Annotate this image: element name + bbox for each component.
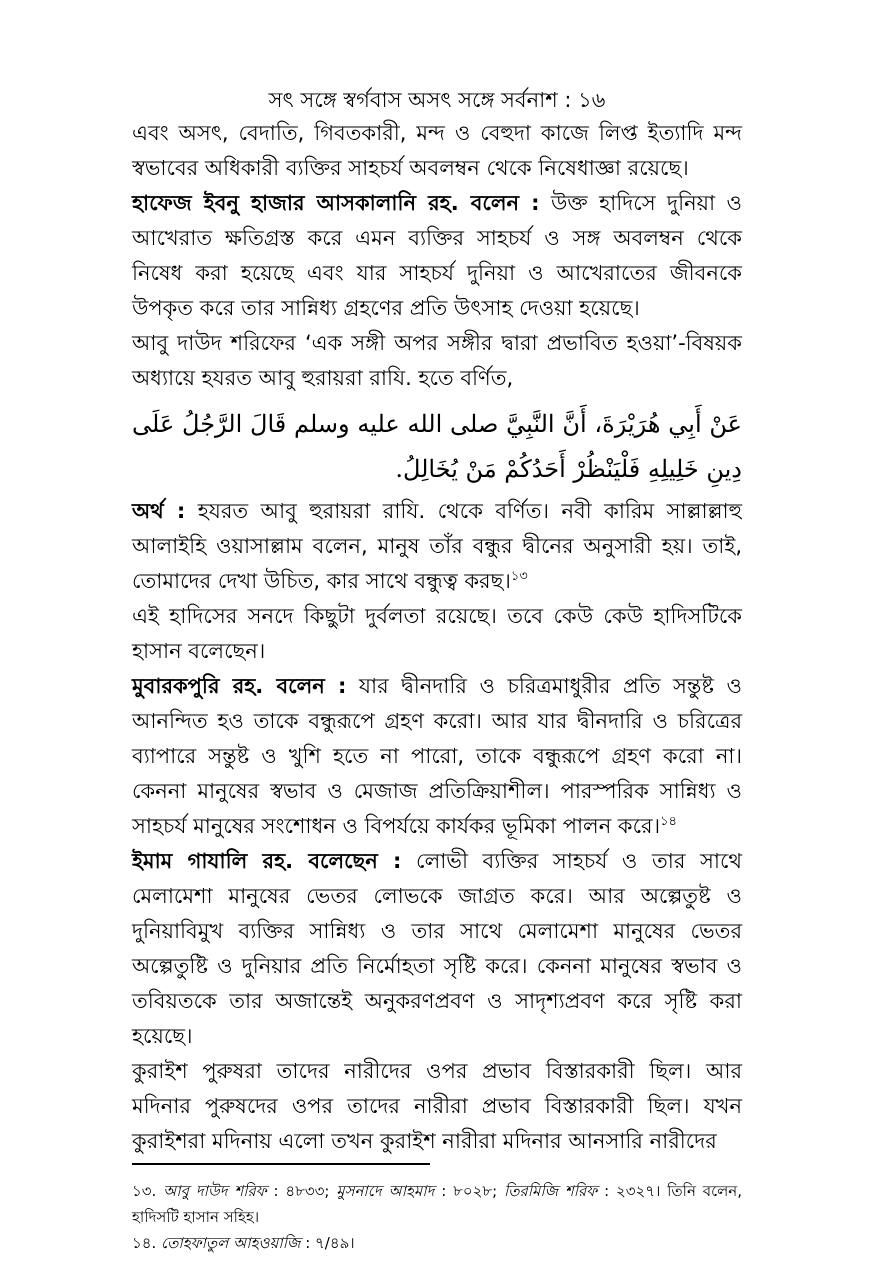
footnote-13	[132, 1178, 742, 1230]
paragraph-8: কুরাইশ পুরুষরা তাদের নারীদের ওপর প্রভাব বিস্তারকারী ছিল। আর মদিনার পুরুষদের ওপর তাদের নারীরা প্রভাব বিস্তারকারী ছিল। যখন কুরাইশরা মদিনায় এলো তখন কুরাইশ নারীরা মদিনার আনসারি নারীদের	[132, 1059, 742, 1153]
footnotes	[132, 1178, 742, 1256]
paragraph-7-lead: ইমাম গাযালি রহ. বলেছেন :	[132, 849, 402, 873]
page-body	[132, 86, 742, 1159]
paragraph-1: এবং অসৎ, বেদাতি, গিবতকারী, মন্দ ও বেহুদা কাজে লিপ্ত ইত্যাদি মন্দ স্বভাবের অধিকারী ব্যক্তির সাহচর্য অবলম্বন থেকে নিষেধাজ্ঞা রয়েছে।	[132, 121, 742, 180]
footnote-14-number: ১৪.	[132, 1234, 157, 1252]
paragraph-7	[132, 844, 742, 1054]
footnote-14-source: তোহফাতুল আহওয়াজি	[161, 1234, 301, 1252]
paragraph-2	[132, 186, 742, 326]
paragraph-7-text: লোভী ব্যক্তির সাহচর্য ও তার সাথে মেলামেশা মানুষের ভেতর লোভকে জাগ্রত করে। আর অল্পেতুষ্ট ও দুনিয়াবিমুখ ব্যক্তির সান্নিধ্য ও তার সাথে মেলামেশা মানুষের ভেতর অল্পেতুষ্টি ও দুনিয়ার প্রতি নির্মোহতা সৃষ্টি করে। কেননা মানুষের স্বভাব ও তবিয়তকে তার অজান্তেই অনুকরণপ্রবণ ও সাদৃশ্যপ্রবণ করে সৃষ্টি করা হয়েছে।	[132, 849, 742, 1048]
footnote-14-ref: : ৭/৪৯।	[300, 1234, 355, 1252]
paragraph-4	[132, 494, 742, 599]
arabic-hadith: عَنْ أَبِي هُرَيْرَةَ، أَنَّ النَّبِيَّ صلى الله عليه وسلم قَالَ الرَّجُلُ عَلَى دِينِ خَلِيلِهِ فَلْيَنْظُرْ أَحَدُكُمْ مَنْ يُخَالِلُ.	[132, 410, 742, 483]
footnote-14	[132, 1230, 742, 1256]
paragraph-2-text: উক্ত হাদিসে দুনিয়া ও আখেরাত ক্ষতিগ্রস্ত করে এমন ব্যক্তির সাহচর্য ও সঙ্গ অবলম্বন থেকে নিষেধ করা হয়েছে এবং যার সাহচর্য দুনিয়া ও আখেরাতের জীবনকে উপকৃত করে তার সান্নিধ্য গ্রহণের প্রতি উৎসাহ দেওয়া হয়েছে।	[132, 191, 742, 320]
footnote-ref-13: ১৩	[510, 569, 528, 584]
paragraph-6	[132, 669, 742, 844]
footnote-divider	[132, 1163, 430, 1165]
paragraph-6-lead: মুবারকপুরি রহ. বলেন :	[132, 674, 347, 698]
footnote-13-ref-2: : ৮০২৮;	[434, 1182, 504, 1200]
paragraph-4-lead: অর্থ :	[132, 499, 186, 523]
paragraph-2-lead: হাফেজ ইবনু হাজার আসকালানি রহ. বলেন :	[132, 191, 540, 215]
footnote-13-ref-1: : ৪৮৩৩;	[266, 1182, 337, 1200]
footnote-13-number: ১৩.	[132, 1182, 157, 1200]
paragraph-3: আবু দাউদ শরিফের ‘এক সঙ্গী অপর সঙ্গীর দ্বারা প্রভাবিত হওয়া’-বিষয়ক অধ্যায়ে হযরত আবু হুরায়রা রাযি. হতে বর্ণিত,	[132, 331, 742, 390]
paragraph-6-text: যার দ্বীনদারি ও চরিত্রমাধুরীর প্রতি সন্তুষ্ট ও আনন্দিত হও তাকে বন্ধুরূপে গ্রহণ করো। আর যার দ্বীনদারি ও চরিত্রের ব্যাপারে সন্তুষ্ট ও খুশি হতে না পারো, তাকে বন্ধুরূপে গ্রহণ করো না। কেননা মানুষের স্বভাব ও মেজাজ প্রতিক্রিয়াশীল। পারস্পরিক সান্নিধ্য ও সাহচর্য মানুষের সংশোধন ও বিপর্যয়ে কার্যকর ভূমিকা পালন করে।	[132, 674, 742, 838]
footnote-13-source-3: তিরমিজি শরিফ	[503, 1182, 598, 1200]
footnote-ref-14: ১৪	[660, 814, 677, 829]
footnote-13-source-2: মুসনাদে আহমাদ	[336, 1182, 435, 1200]
paragraph-5: এই হাদিসের সনদে কিছুটা দুর্বলতা রয়েছে। তবে কেউ কেউ হাদিসটিকে হাসান বলেছেন।	[132, 604, 742, 663]
footnote-13-ref-3: : ২৩২৭। তিনি বলেন, হাদিসটি হাসান সহিহ।	[132, 1182, 743, 1226]
paragraph-4-text: হযরত আবু হুরায়রা রাযি. থেকে বর্ণিত। নবী কারিম সাল্লাল্লাহু আলাইহি ওয়াসাল্লাম বলেন, মানুষ তাঁর বন্ধুর দ্বীনের অনুসারী হয়। তাই, তোমাদের দেখা উচিত, কার সাথে বন্ধুত্ব করছ।	[132, 499, 743, 593]
footnote-13-source-1: আবু দাউদ শরিফ	[163, 1182, 267, 1200]
running-header: সৎ সঙ্গে স্বর্গবাস অসৎ সঙ্গে সর্বনাশ : ১৬	[268, 88, 606, 112]
